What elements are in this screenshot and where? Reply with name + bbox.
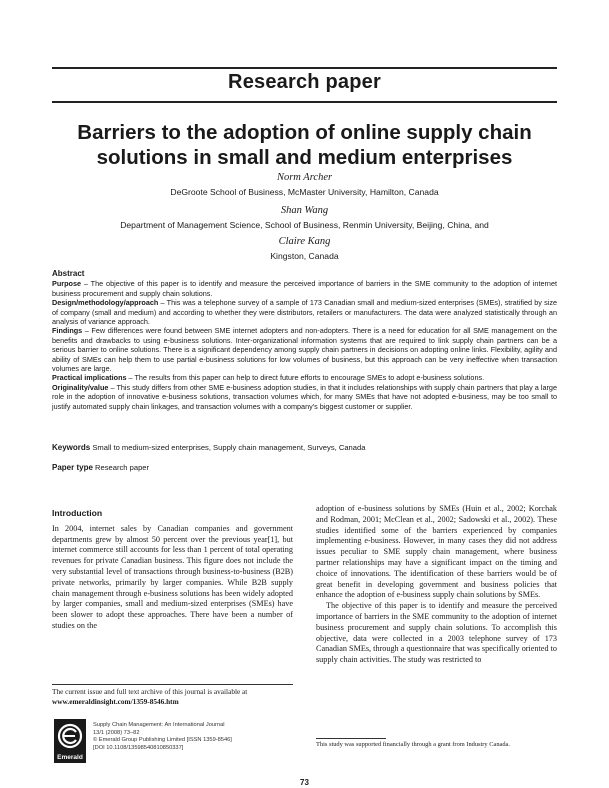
purpose-text: – The objective of this paper is to identify and measure the perceived importance of barriers in the SME community to the adoption of internet business procurement and supply chain solutions. — [52, 279, 557, 298]
emerald-logo-icon — [54, 719, 86, 763]
keywords — [52, 443, 557, 452]
keywords-label: Keywords — [52, 443, 91, 452]
journal-volume: 13/1 (2008) 73–82 — [93, 729, 140, 736]
paper-type — [52, 463, 557, 472]
abstract-purpose — [52, 279, 557, 298]
purpose-label: Purpose — [52, 279, 82, 289]
abstract — [52, 269, 557, 411]
author-name: Norm Archer — [276, 172, 333, 183]
page-number: 73 — [300, 778, 309, 787]
paper-type-label: Paper type — [52, 463, 93, 472]
author-name: Shan Wang — [280, 205, 329, 216]
journal-access-note — [52, 687, 293, 706]
author-affiliation: Department of Management Science, School of Business, Renmin University, Beijing, China, and — [120, 220, 489, 230]
body-column-left — [52, 508, 293, 632]
header-rule-bottom — [52, 101, 557, 103]
abstract-heading: Abstract — [52, 269, 85, 278]
journal-url-link[interactable]: www.emeraldinsight.com/1359-8546.htm — [52, 696, 179, 706]
intro-paragraph: In 2004, internet sales by Canadian companies and government departments grew by almost 50 percent over the previous year[1], but internet commerce still accounts for less than 1 percent of total operating revenues for private Canadian business. This figure does not include the very substantial level of transactions through business-to-business (B2B) private networks, primarily by larger companies. While B2B supply chain management through e-business solutions has been widely adopted by larger companies, small and medium-sized enterprises (SMEs) have been slower to adopt these approaches. There have been a number of studies on the — [52, 523, 293, 630]
abstract-originality — [52, 383, 557, 411]
footnote: This study was supported financially through a grant from Industry Canada. — [316, 741, 510, 748]
copyright: © Emerald Group Publishing Limited [ISSN 1359-8546] — [93, 737, 232, 744]
keywords-text: Small to medium-sized enterprises, Supply chain management, Surveys, Canada — [92, 443, 366, 452]
practical-text: – The results from this paper can help to direct future efforts to encourage SMEs to adopt e-business solutions. — [126, 373, 485, 383]
body-paragraph: The objective of this paper is to identify and measure the perceived importance of barriers in the SME community to the adoption of internet business procurement and supply chain solutions. To accomplish this objective, data were collected in a 2003 telephone survey of 173 Canadian SMEs, through a questionnaire that was specifically oriented to supply chain activities. The study was restricted to — [316, 601, 557, 665]
abstract-findings — [52, 326, 557, 373]
body-paragraph: adoption of e-business solutions by SMEs (Huin et al., 2002; Korchak and Rodman, 2001; McClean et al., 2002; Sadowski et al., 2002). These studies identified some of the barriers experienced by companies implementing e-business. However, in many cases they did not address issues peculiar to SME supply chain management, where business partner relationships may have a significant impact on the timing and choice of innovations. The identification of these barriers would be of great benefit in developing government and business policies that enhance the adoption of e-business supply chain solutions by SMEs. — [316, 504, 557, 600]
findings-text: – Few differences were found between SME internet adopters and non-adopters. There is a need for education for all SME management on the benefits and drawbacks to using e-business solutions. Inter-organizational information systems that are required to link supply chain partners can be a serious barrier to online solutions. There is a significant dependency among supply chain partners in decisions on adopting online links. Flexibility, agility and ability of SMEs can help them to use partial e-business solutions for low volumes of business, but this approach can be very ineffective when transaction volumes are large. — [52, 326, 557, 374]
body-column-right — [316, 504, 557, 666]
article-type-label: Research paper — [228, 71, 381, 93]
title-line-2: solutions in small and medium enterprises — [96, 146, 513, 169]
divider — [52, 684, 293, 685]
originality-text: – This study differs from other SME e-business adoption studies, in that it includes relationships with supply chain partners that play a large role in the adoption of innovative e-business solutions, transaction volumes which, for many SMEs that have not adopted e-business, may be too small to justify automated supply chain linkages, and transaction volumes with a company's biggest customer or supplier. — [52, 382, 557, 411]
abstract-design — [52, 298, 557, 326]
article-title — [52, 120, 557, 170]
access-note-text: The current issue and full text archive of this journal is available at — [52, 687, 248, 696]
journal-name: Supply Chain Management: An International Journal — [93, 722, 225, 728]
design-text: – This was a telephone survey of a sample of 173 Canadian small and medium-sized enterprises (SMEs), stratified by size of company (small and medium) and according to whether they were distributors, retailers or manufacturers. The data were analyzed statistically through an analysis of variance approach. — [52, 298, 557, 327]
practical-label: Practical implications — [52, 373, 127, 383]
author-name: Claire Kang — [278, 236, 331, 247]
author-affiliation: DeGroote School of Business, McMaster University, Hamilton, Canada — [170, 187, 439, 197]
author-affiliation: Kingston, Canada — [270, 251, 339, 261]
design-label: Design/methodology/approach — [52, 298, 159, 308]
findings-label: Findings — [52, 326, 83, 336]
header-rule-top — [52, 67, 557, 69]
footnote-divider — [316, 738, 386, 739]
section-heading: Introduction — [52, 508, 103, 518]
originality-label: Originality/value — [52, 382, 109, 392]
publication-info — [93, 722, 232, 752]
abstract-practical — [52, 373, 557, 382]
paper-type-text: Research paper — [95, 463, 150, 472]
emerald-logo-text: Emerald — [57, 754, 83, 761]
title-line-1: Barriers to the adoption of online supply chain — [77, 121, 532, 144]
doi: [DOI 10.1108/13598540810850337] — [93, 744, 184, 751]
